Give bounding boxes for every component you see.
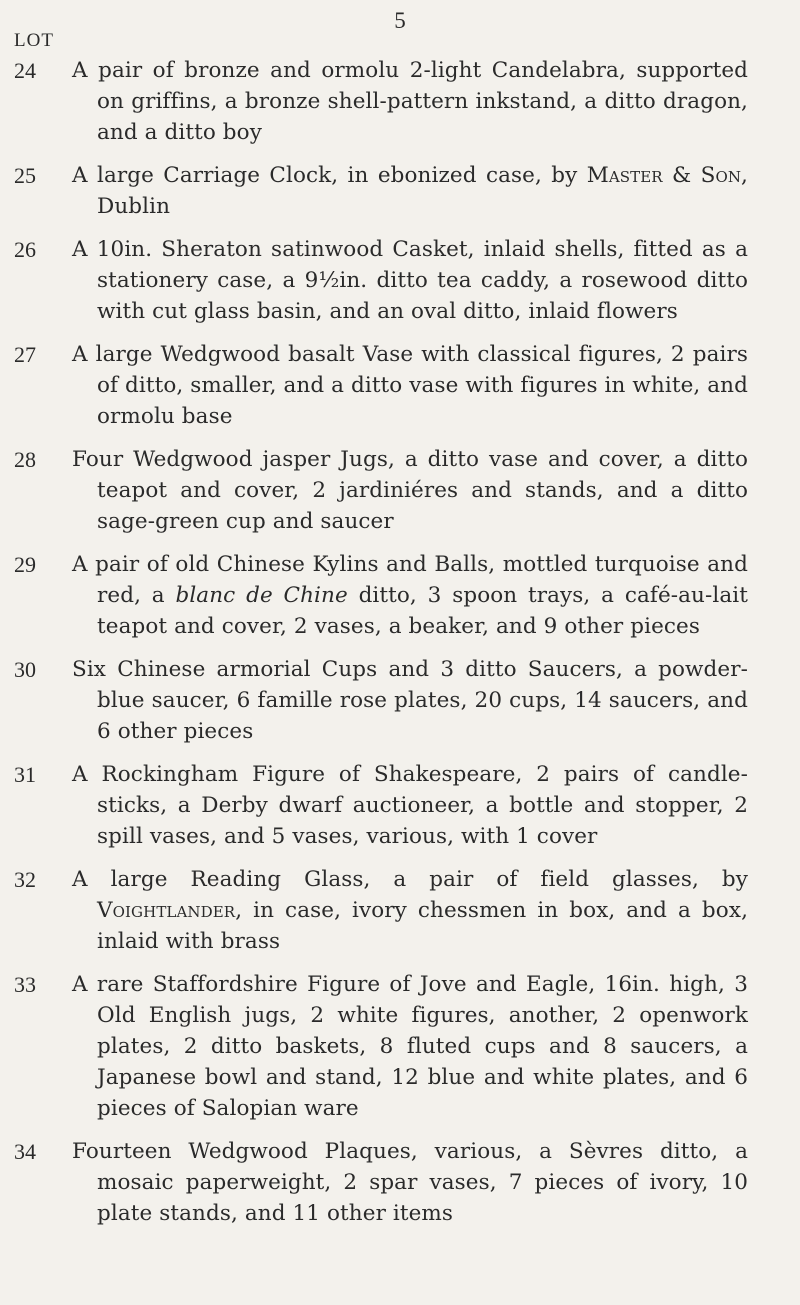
description-text: A Rockingham Figure of Shakespeare, 2 pairs of candle-sticks, a Derby dwarf auctioneer, a bottle and stopper, 2 spill vases, and 5 vases, various, with 1 cover (72, 762, 748, 849)
lot-column-heading: LOT (14, 30, 54, 51)
lot-entry (0, 234, 800, 327)
maker-name: Master & Son, (586, 163, 748, 188)
lot-number: 25 (14, 163, 36, 188)
lot-entry (0, 549, 800, 642)
lot-list (0, 55, 800, 1241)
lot-entry (0, 759, 800, 852)
lot-number: 32 (14, 867, 36, 892)
lot-entry (0, 55, 800, 148)
lot-description (72, 55, 748, 148)
description-text: A rare Staffordshire Figure of Jove and Eagle, 16in. high, 3 Old English jugs, 2 white figures, another, 2 openwork plates, 2 ditto baskets, 8 fluted cups and 8 saucers, a Japanese bowl and stand, 12 blue and white plates, and 6 pieces of Salopian ware (72, 972, 748, 1121)
lot-description (72, 759, 748, 852)
lot-number: 33 (14, 972, 36, 997)
lot-description (72, 339, 748, 432)
lot-number: 24 (14, 58, 36, 83)
lot-number: 27 (14, 342, 36, 367)
lot-description (72, 969, 748, 1124)
lot-number: 26 (14, 237, 36, 262)
lot-number: 30 (14, 657, 36, 682)
description-text: A pair of old Chinese Kylins and Balls, mottled turquoise and red, a (72, 552, 748, 608)
description-text: Six Chinese armorial Cups and 3 ditto Saucers, a powder-blue saucer, 6 famille rose plates, 20 cups, 14 saucers, and 6 other pieces (72, 657, 748, 744)
description-text: A large Carriage Clock, in ebonized case, by (72, 163, 587, 188)
lot-number: 28 (14, 447, 36, 472)
description-text: A large Wedgwood basalt Vase with classical figures, 2 pairs of ditto, smaller, and a ditto vase with figures in white, and ormolu base (72, 342, 748, 429)
description-text: Dublin (97, 194, 171, 219)
lot-entry (0, 339, 800, 432)
lot-description (72, 549, 748, 642)
description-text: A pair of bronze and ormolu 2-light Candelabra, supported on griffins, a bronze shell-pattern inkstand, a ditto dragon, and a ditto boy (72, 58, 748, 145)
lot-description (72, 234, 748, 327)
lot-description (72, 1136, 748, 1229)
lot-entry (0, 1136, 800, 1229)
description-text: Four Wedgwood jasper Jugs, a ditto vase and cover, a ditto teapot and cover, 2 jardiniéres and stands, and a ditto sage-green cup and saucer (72, 447, 748, 534)
description-text: ditto, 3 spoon trays, a café-au-lait teapot and cover, 2 vases, a beaker, and 9 other pieces (97, 583, 748, 639)
lot-entry (0, 160, 800, 222)
description-text: A 10in. Sheraton satinwood Casket, inlaid shells, fitted as a stationery case, a 9½in. ditto tea caddy, a rosewood ditto with cut glass basin, and an oval ditto, inlaid flowers (72, 237, 748, 324)
lot-number: 31 (14, 762, 36, 787)
lot-description (72, 864, 748, 957)
lot-number: 34 (14, 1139, 36, 1164)
description-text: in case, ivory chessmen in box, and a box, inlaid with brass (97, 898, 748, 954)
lot-entry (0, 444, 800, 537)
description-text: A large Reading Glass, a pair of field glasses, by (72, 867, 748, 892)
lot-number: 29 (14, 552, 36, 577)
description-text: Fourteen Wedgwood Plaques, various, a Sèvres ditto, a mosaic paperweight, 2 spar vases, 7 pieces of ivory, 10 plate stands, and 11 other items (72, 1139, 748, 1226)
lot-entry (0, 654, 800, 747)
lot-entry (0, 864, 800, 957)
page-number: 5 (394, 8, 406, 33)
lot-description (72, 444, 748, 537)
italic-term: blanc de Chine (175, 583, 348, 608)
maker-name: Voightlander, (97, 898, 243, 923)
lot-entry (0, 969, 800, 1124)
lot-description (72, 654, 748, 747)
lot-description (72, 160, 748, 222)
